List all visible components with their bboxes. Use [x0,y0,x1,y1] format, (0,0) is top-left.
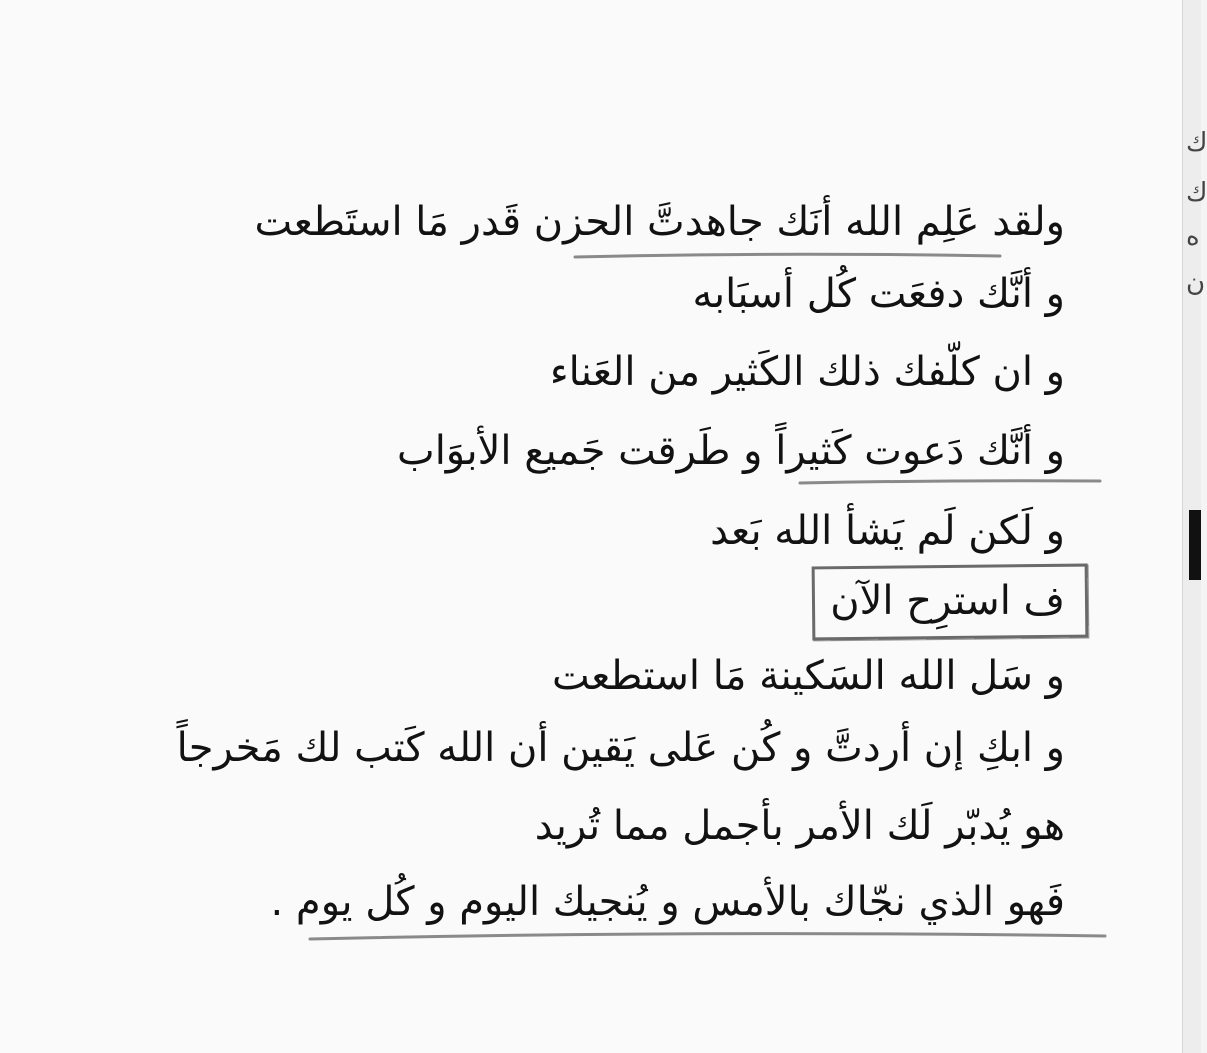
poem-line: و ان كلّفك ذلك الكَثير من العَناء [549,349,1065,395]
edge-fragment-text: ك [1186,178,1207,208]
edge-fragment-text: ك [1186,128,1207,158]
underline-mark [310,934,1105,939]
poem-line: و أنَّك دَعوت كَثيراً و طَرقت جَميع الأبوَاب [397,428,1065,474]
edge-fragment-text: ه [1186,222,1200,252]
poem-line: و لَكن لَم يَشأ الله بَعد [710,508,1065,554]
poem-line: فَهو الذي نجّاك بالأمس و يُنجيك اليوم و كُل يوم . [270,879,1065,925]
poem-line: هو يُدبّر لَك الأمر بأجمل مما تُريد [534,803,1065,849]
poem-line: و ابكِ إن أردتَّ و كُن عَلى يَقين أن الله كَتب لك مَخرجاً [176,725,1065,771]
poem-line: ولقد عَلِم الله أنَك جاهدتَّ الحزن قَدر مَا استَطعت [254,199,1065,245]
poem-line: و أنَّك دفعَت كُل أسبَابه [692,271,1065,317]
underline-mark [575,254,1000,257]
underline-mark [800,481,1100,483]
poem-line: و سَل الله السَكينة مَا استطعت [551,653,1065,699]
edge-fragment-text: ن [1186,268,1206,298]
poem-line-boxed: ف استرِح الآن [830,578,1065,624]
